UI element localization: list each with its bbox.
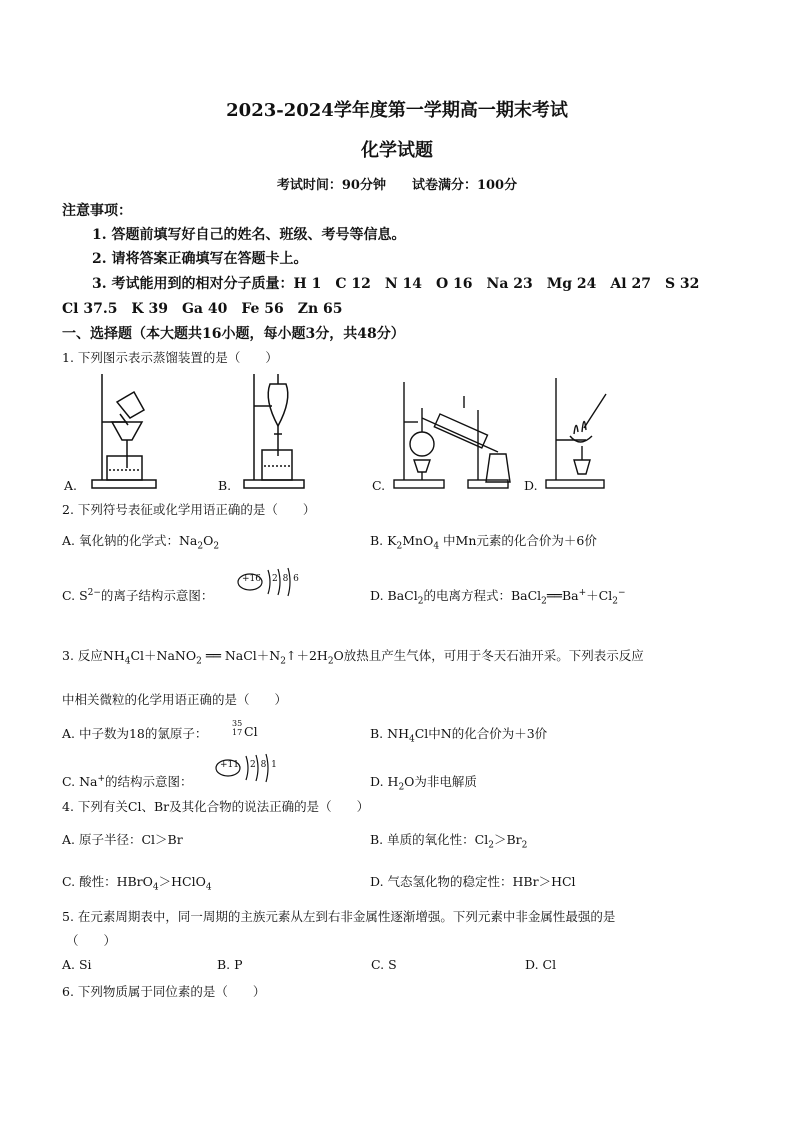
q3-c-ion-diagram (214, 752, 284, 788)
q2-stem: 2. 下列符号表征或化学用语正确的是（ ） (62, 502, 316, 517)
q5-stem-line2: （ ） (66, 933, 117, 948)
notes-item-2: 2. 请将答案正确填写在答题卡上。 (92, 251, 308, 267)
q3-c-nucleus: +11 (220, 760, 239, 770)
q2-d-rhs: Ba (561, 588, 579, 603)
q4-c-mid: ＞HClO (158, 874, 206, 889)
q5-option-c: C. S (371, 957, 397, 972)
q3-c-sup: + (97, 773, 106, 784)
q2-option-a (62, 531, 219, 552)
q3-option-b (370, 724, 547, 745)
notes-heading: 注意事项： (62, 203, 132, 219)
q3-stem-d: O放热且产生气体，可用于冬天石油开采。下列表示反应 (333, 648, 644, 663)
q2-option-c (62, 586, 213, 604)
q3-a-pre: A. 中子数为18的氯原子： (62, 726, 208, 741)
q4-option-b (370, 830, 527, 851)
q2-d-sub3: 2 (612, 596, 618, 607)
q1-stem: 1. 下列图示表示蒸馏装置的是（ ） (62, 350, 278, 365)
q3-option-a (62, 724, 207, 742)
q3-a-sym: Cl (244, 724, 258, 739)
q4-b-s1: 2 (488, 840, 494, 851)
q3-option-d (370, 772, 477, 793)
q3-d-sub: 2 (398, 782, 405, 793)
q2-d-sup: + (578, 587, 587, 598)
q3-s2: 2 (196, 656, 202, 667)
q2-d-pre: D. BaCl (370, 588, 418, 603)
q2-b-pre: B. K (370, 533, 397, 548)
q5-option-a: A. Si (62, 957, 92, 972)
q4-stem: 4. 下列有关Cl、Br及其化合物的说法正确的是（ ） (62, 799, 370, 814)
q2-c-nucleus: +16 (242, 574, 261, 584)
exam-title: 2023-2024学年度第一学期高一期末考试 (226, 100, 568, 121)
q3-s3: 2 (280, 656, 286, 667)
q3-stem-pre: 3. 反应NH (62, 648, 125, 663)
q3-stem-a: Cl＋NaNO (130, 648, 197, 663)
q2-c-post: 的离子结构示意图： (100, 588, 214, 603)
q3-a-mass: 35 (232, 719, 243, 728)
q4-b-mid: ＞Br (493, 832, 522, 847)
q4-c-s1: 4 (152, 882, 159, 893)
q3-d-post: O为非电解质 (404, 774, 477, 789)
q4-option-a: A. 原子半径：Cl＞Br (62, 832, 183, 847)
notes-item-3: 3. 考试能用到的相对分子质量：H 1 C 12 N 14 O 16 Na 23 Mg 24 Al 27 S 32 (92, 276, 700, 292)
q3-c-shells: 2 8 1 (250, 760, 278, 770)
q2-c-pre: C. S (62, 588, 88, 603)
q3-stem (62, 646, 644, 667)
q2-d-plus: ＋Cl (586, 588, 613, 603)
q5-option-d: D. Cl (525, 957, 557, 972)
q5-option-b: B. P (217, 957, 243, 972)
q2-b-sub2: 4 (433, 541, 440, 552)
q3-c-post: 的结构示意图： (105, 774, 193, 789)
q4-b-pre: B. 单质的氧化性：Cl (370, 832, 489, 847)
q2-d-sub2: 2 (541, 596, 547, 607)
q5-stem: 5. 在元素周期表中，同一周期的主族元素从左到右非金属性逐渐增强。下列元素中非金属性最强的是 (62, 909, 616, 924)
q2-a-sub2: 2 (213, 541, 220, 552)
q3-stem-c: ↑＋2H (285, 648, 328, 663)
q2-c-sup: 2− (87, 587, 101, 598)
q2-c-shells: 2 8 6 (272, 574, 300, 584)
q1-label-b: B. (218, 478, 232, 493)
q2-c-ion-diagram (236, 566, 306, 602)
q4-c-s2: 4 (205, 882, 212, 893)
q3-stem-line2: 中相关微粒的化学用语正确的是（ ） (62, 692, 288, 707)
apparatus-b-image (234, 370, 314, 492)
q3-s1: 4 (124, 656, 131, 667)
apparatus-a-image (72, 370, 167, 492)
q2-a-text: A. 氧化钠的化学式：Na (62, 533, 198, 548)
q3-b-sub: 4 (408, 734, 415, 745)
q1-label-a: A. (64, 478, 78, 493)
q3-b-post: Cl中N的化合价为＋3价 (414, 726, 548, 741)
q3-b-pre: B. NH (370, 726, 409, 741)
exam-subtitle: 化学试题 (361, 140, 433, 161)
q3-d-pre: D. H (370, 774, 399, 789)
q3-c-pre: C. Na (62, 774, 98, 789)
q2-option-d (370, 586, 626, 607)
notes-item-1: 1. 答题前填写好自己的姓名、班级、考号等信息。 (92, 227, 406, 243)
q3-a-nuclide (232, 719, 242, 737)
exam-info: 考试时间：90分钟 试卷满分：100分 (276, 178, 518, 193)
q2-d-post: 的电离方程式：BaCl (423, 588, 542, 603)
q1-label-d: D. (524, 478, 538, 493)
q3-a-num: 17 (232, 728, 243, 737)
section-heading: 一、选择题（本大题共16小题，每小题3分，共48分） (62, 326, 405, 342)
q2-option-b (370, 531, 597, 552)
q2-d-sup2: − (617, 587, 626, 598)
q2-b-post: 中Mn元素的化合价为＋6价 (439, 533, 597, 548)
q1-label-c: C. (372, 478, 386, 493)
q3-stem-b: ══ NaCl＋N (201, 648, 281, 663)
q2-d-sub: 2 (417, 596, 424, 607)
q4-b-s2: 2 (521, 840, 528, 851)
q2-b-mid: MnO (402, 533, 434, 548)
q6-stem: 6. 下列物质属于同位素的是（ ） (62, 984, 266, 999)
apparatus-d-image (540, 374, 610, 492)
q2-a-mid: O (203, 533, 214, 548)
q4-option-c (62, 872, 212, 893)
q4-c-pre: C. 酸性：HBrO (62, 874, 153, 889)
q2-a-sub1: 2 (197, 541, 204, 552)
q3-option-c (62, 772, 193, 790)
notes-item-3-cont: Cl 37.5 K 39 Ga 40 Fe 56 Zn 65 (62, 301, 343, 317)
q4-option-d: D. 气态氢化物的稳定性：HBr＞HCl (370, 874, 576, 889)
q3-s4: 2 (327, 656, 334, 667)
apparatus-c-image (388, 378, 518, 492)
q2-b-sub1: 2 (396, 541, 403, 552)
q2-d-arrow: ══ (546, 588, 562, 603)
